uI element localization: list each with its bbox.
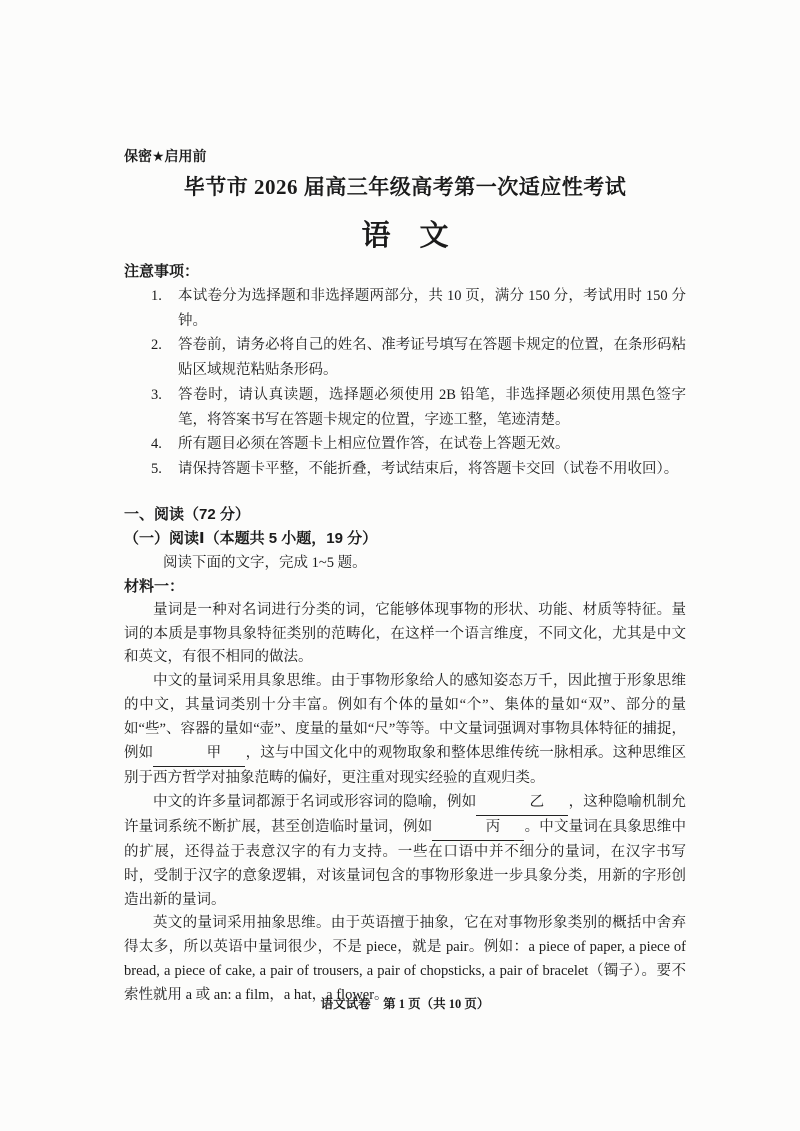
section-subpart-heading: （一）阅读Ⅰ（本题共 5 小题，19 分） bbox=[124, 529, 378, 547]
fill-in-blank: 甲 bbox=[153, 742, 245, 767]
notice-item bbox=[124, 432, 686, 457]
exam-title: 毕节市 2026 届高三年级高考第一次适应性考试 bbox=[183, 175, 627, 199]
fill-in-blank: 乙 bbox=[476, 791, 568, 816]
material-label: 材料一： bbox=[124, 577, 185, 595]
subject-title: 语 文 bbox=[361, 220, 449, 252]
page-footer: 语文试卷 第 1 页（共 10 页） bbox=[320, 997, 490, 1011]
notice-item-text: 答卷前，请务必将自己的姓名、准考证号填写在答题卡规定的位置，在条形码粘贴区域规范粘贴条形码。 bbox=[178, 337, 686, 379]
notice-item-text: 本试卷分为选择题和非选择题两部分，共 10 页，满分 150 分，考试用时 150 分钟。 bbox=[178, 288, 686, 329]
notice-item-number: 4. bbox=[151, 436, 162, 453]
material-paragraph: 量词是一种对名词进行分类的词，它能够体现事物的形状、功能、材质等特征。量词的本质是事物具象特征类别的范畴化，在这样一个语言维度，不同文化，尤其是中文和英文，有很不相同的做法。 bbox=[124, 601, 686, 666]
section-part-heading: 一、阅读（72 分） bbox=[124, 505, 250, 523]
fill-in-blank: 丙 bbox=[432, 816, 524, 841]
notice-item bbox=[124, 383, 686, 432]
reading-instruction: 阅读下面的文字，完成 1~5 题。 bbox=[163, 554, 367, 571]
notice-item-text: 请保持答题卡平整，不能折叠，考试结束后，将答题卡交回（试卷不用收回）。 bbox=[178, 460, 679, 477]
material-paragraphs bbox=[124, 599, 686, 1008]
notice-item-number: 5. bbox=[151, 460, 162, 477]
material-paragraph: 中文的许多量词都源于名词或形容词的隐喻，例如 乙 ，这种隐喻机制允许量词系统不断扩展，甚至创造临时量词，例如 丙 。中文量词在具象思维中的扩展，还得益于表意汉字的有力支持。一些在口语中并不细分的量词，在汉字书写时，受制于汉字的意象逻辑，对该量词包含的事物形象进一步具象分类，用新的字形创造出新的量词。 bbox=[124, 791, 686, 913]
notice-item-number: 2. bbox=[151, 337, 162, 354]
notice-item-text: 答卷时，请认真读题，选择题必须使用 2B 铅笔，非选择题必须使用黑色签字笔，将答案书写在答题卡规定的位置，字迹工整，笔迹清楚。 bbox=[178, 386, 686, 428]
notice-item bbox=[124, 284, 686, 333]
security-label: 保密★启用前 bbox=[124, 148, 207, 164]
notice-list bbox=[124, 284, 686, 482]
notice-item-number: 1. bbox=[151, 288, 162, 304]
material-paragraph: 中文的量词采用具象思维。由于事物形象给人的感知姿态万千，因此擅于形象思维的中文，其量词类别十分丰富。例如有个体的量如“个”、集体的量如“双”、部分的量如“些”、容器的量如“壶”、度量的量如“尺”等等。中文量词强调对事物具体特征的捕捉，例如 甲 ，这与中国文化中的观物取象和整体思维传统一脉相承。这种思维区别于西方哲学对抽象范畴的偏好，更注重对现实经验的直观归类。 bbox=[124, 673, 686, 786]
material-paragraph: 英文的量词采用抽象思维。由于英语擅于抽象，它在对事物形象类别的概括中舍弃得太多，所以英语中量词很少，不是 piece，就是 pair。例如：a piece of paper, a piece of bread, a piece of cake, a pair of trousers, a pair of chopsticks, a pair of bracelet（镯子）。要不索性就用 a 或 an: a film，a hat，a flower。 bbox=[124, 915, 686, 1004]
notice-item bbox=[124, 457, 686, 482]
notice-heading: 注意事项： bbox=[124, 263, 200, 280]
notice-item bbox=[124, 333, 686, 382]
notice-item-number: 3. bbox=[151, 386, 162, 403]
notice-item-text: 所有题目必须在答题卡上相应位置作答，在试卷上答题无效。 bbox=[178, 436, 570, 453]
